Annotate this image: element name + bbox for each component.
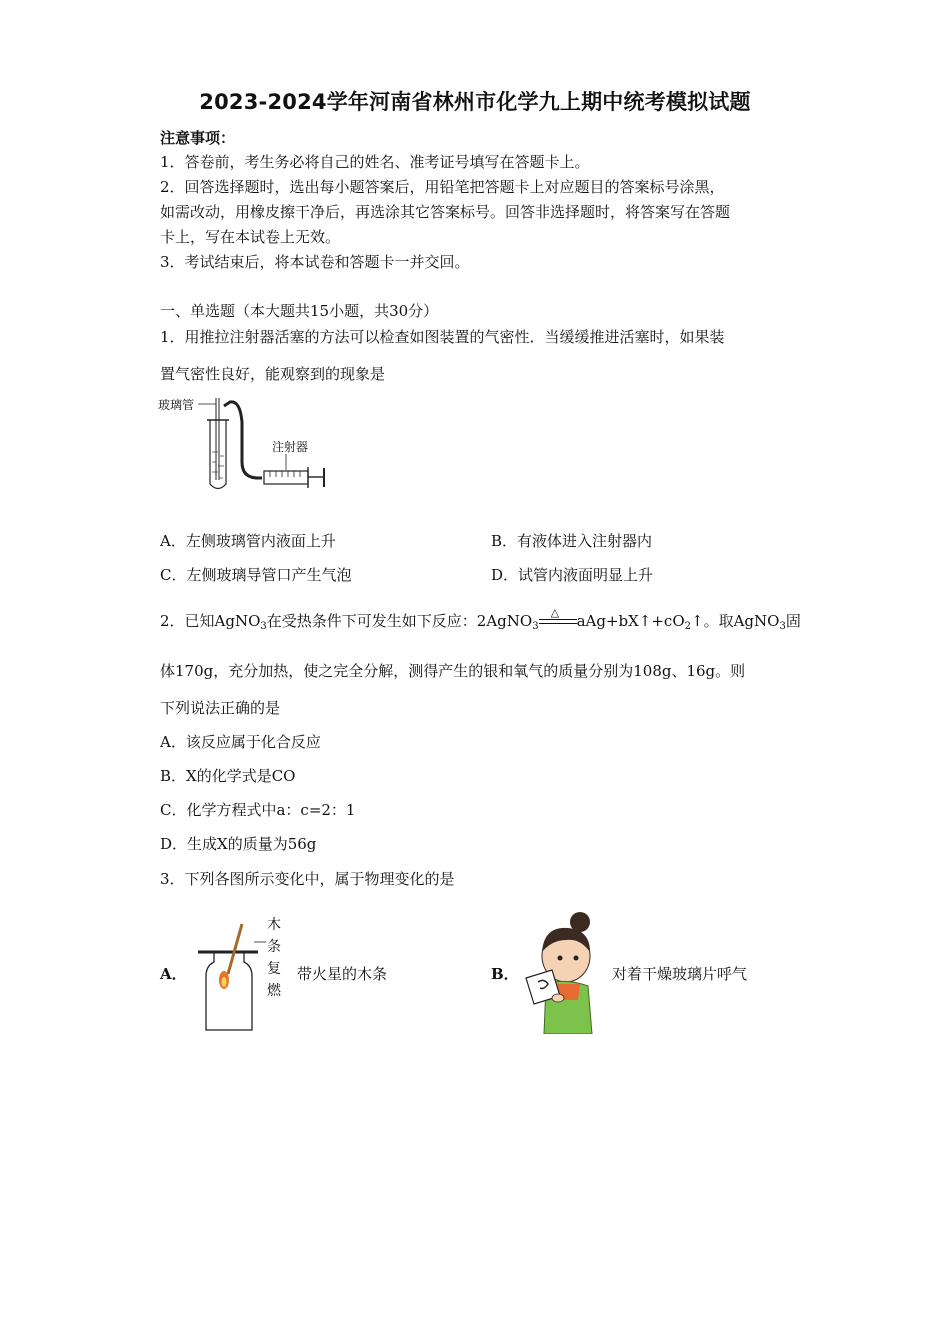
q2-stem-line-1: 2．已知AgNO$_3$在受热条件下可发生如下反应：2AgNO$_3$ △ $aAg+bX↑+cO_2↑$。取AgNO$_3$固 [160,606,801,632]
q1-stem-line-1: 1．用推拉注射器活塞的方法可以检查如图装置的气密性．当缓缓推进活塞时，如果装 [160,328,725,346]
q3-option-a-text: 带火星的木条 [297,965,388,983]
q2-option-c: C．化学方程式中a：c=2：1 [160,801,356,819]
q2-stem-line-2: 体170g，充分加热，使之完全分解，测得产生的银和氧气的质量分别为108g、16g。则 [160,662,746,680]
fig-a-char-4: 燃 [267,983,281,999]
fig-a-char-2: 条 [267,939,281,955]
q2-option-d: D．生成X的质量为56g [160,835,317,853]
q3-option-b-text: 对着干燥玻璃片呼气 [612,965,748,983]
notice-item-2-line-1: 2．回答选择题时，选出每小题答案后，用铅笔把答题卡上对应题目的答案标号涂黑， [160,178,725,196]
q1-stem-line-2: 置气密性良好，能观察到的现象是 [160,365,386,383]
q3-figure-b-girl-breathing-on-glass [522,908,608,1034]
q1-option-d: D．试管内液面明显上升 [491,566,654,584]
q1-option-b: B．有液体进入注射器内 [491,532,653,550]
reaction-arrow: △ [539,615,577,629]
notice-heading: 注意事项： [160,129,236,147]
q2-stem-line-3: 下列说法正确的是 [160,699,281,717]
q3-figure-a-glowing-splint [196,912,296,1036]
q3-stem: 3．下列各图所示变化中，属于物理变化的是 [160,870,455,888]
notice-item-2-line-3: 卡上，写在本试卷上无效。 [160,228,341,246]
q3-option-b-letter: B． [491,965,519,983]
q1-option-c: C．左侧玻璃导管口产生气泡 [160,566,352,584]
fig-label-syringe: 注射器 [272,440,309,454]
page-title: 2023-2024学年河南省林州市化学九上期中统考模拟试题 [199,90,751,114]
notice-item-1: 1．答卷前，考生务必将自己的姓名、准考证号填写在答题卡上。 [160,153,590,171]
fig-a-char-1: 木 [267,917,281,933]
fig-a-char-3: 复 [267,961,281,977]
section-heading: 一、单选题（本大题共15小题，共30分） [160,302,439,320]
q2-option-a: A．该反应属于化合反应 [160,733,321,751]
q2-option-b: B．X的化学式是CO [160,767,296,785]
q3-option-a-letter: A． [160,965,187,983]
fig-label-glass-tube: 玻璃管 [158,398,195,412]
q1-apparatus-figure [158,392,338,502]
notice-item-2-line-2: 如需改动，用橡皮擦干净后，再选涂其它答案标号。回答非选择题时，将答案写在答题 [160,203,731,221]
notice-item-3: 3．考试结束后，将本试卷和答题卡一并交回。 [160,253,470,271]
q1-option-a: A．左侧玻璃管内液面上升 [160,532,336,550]
